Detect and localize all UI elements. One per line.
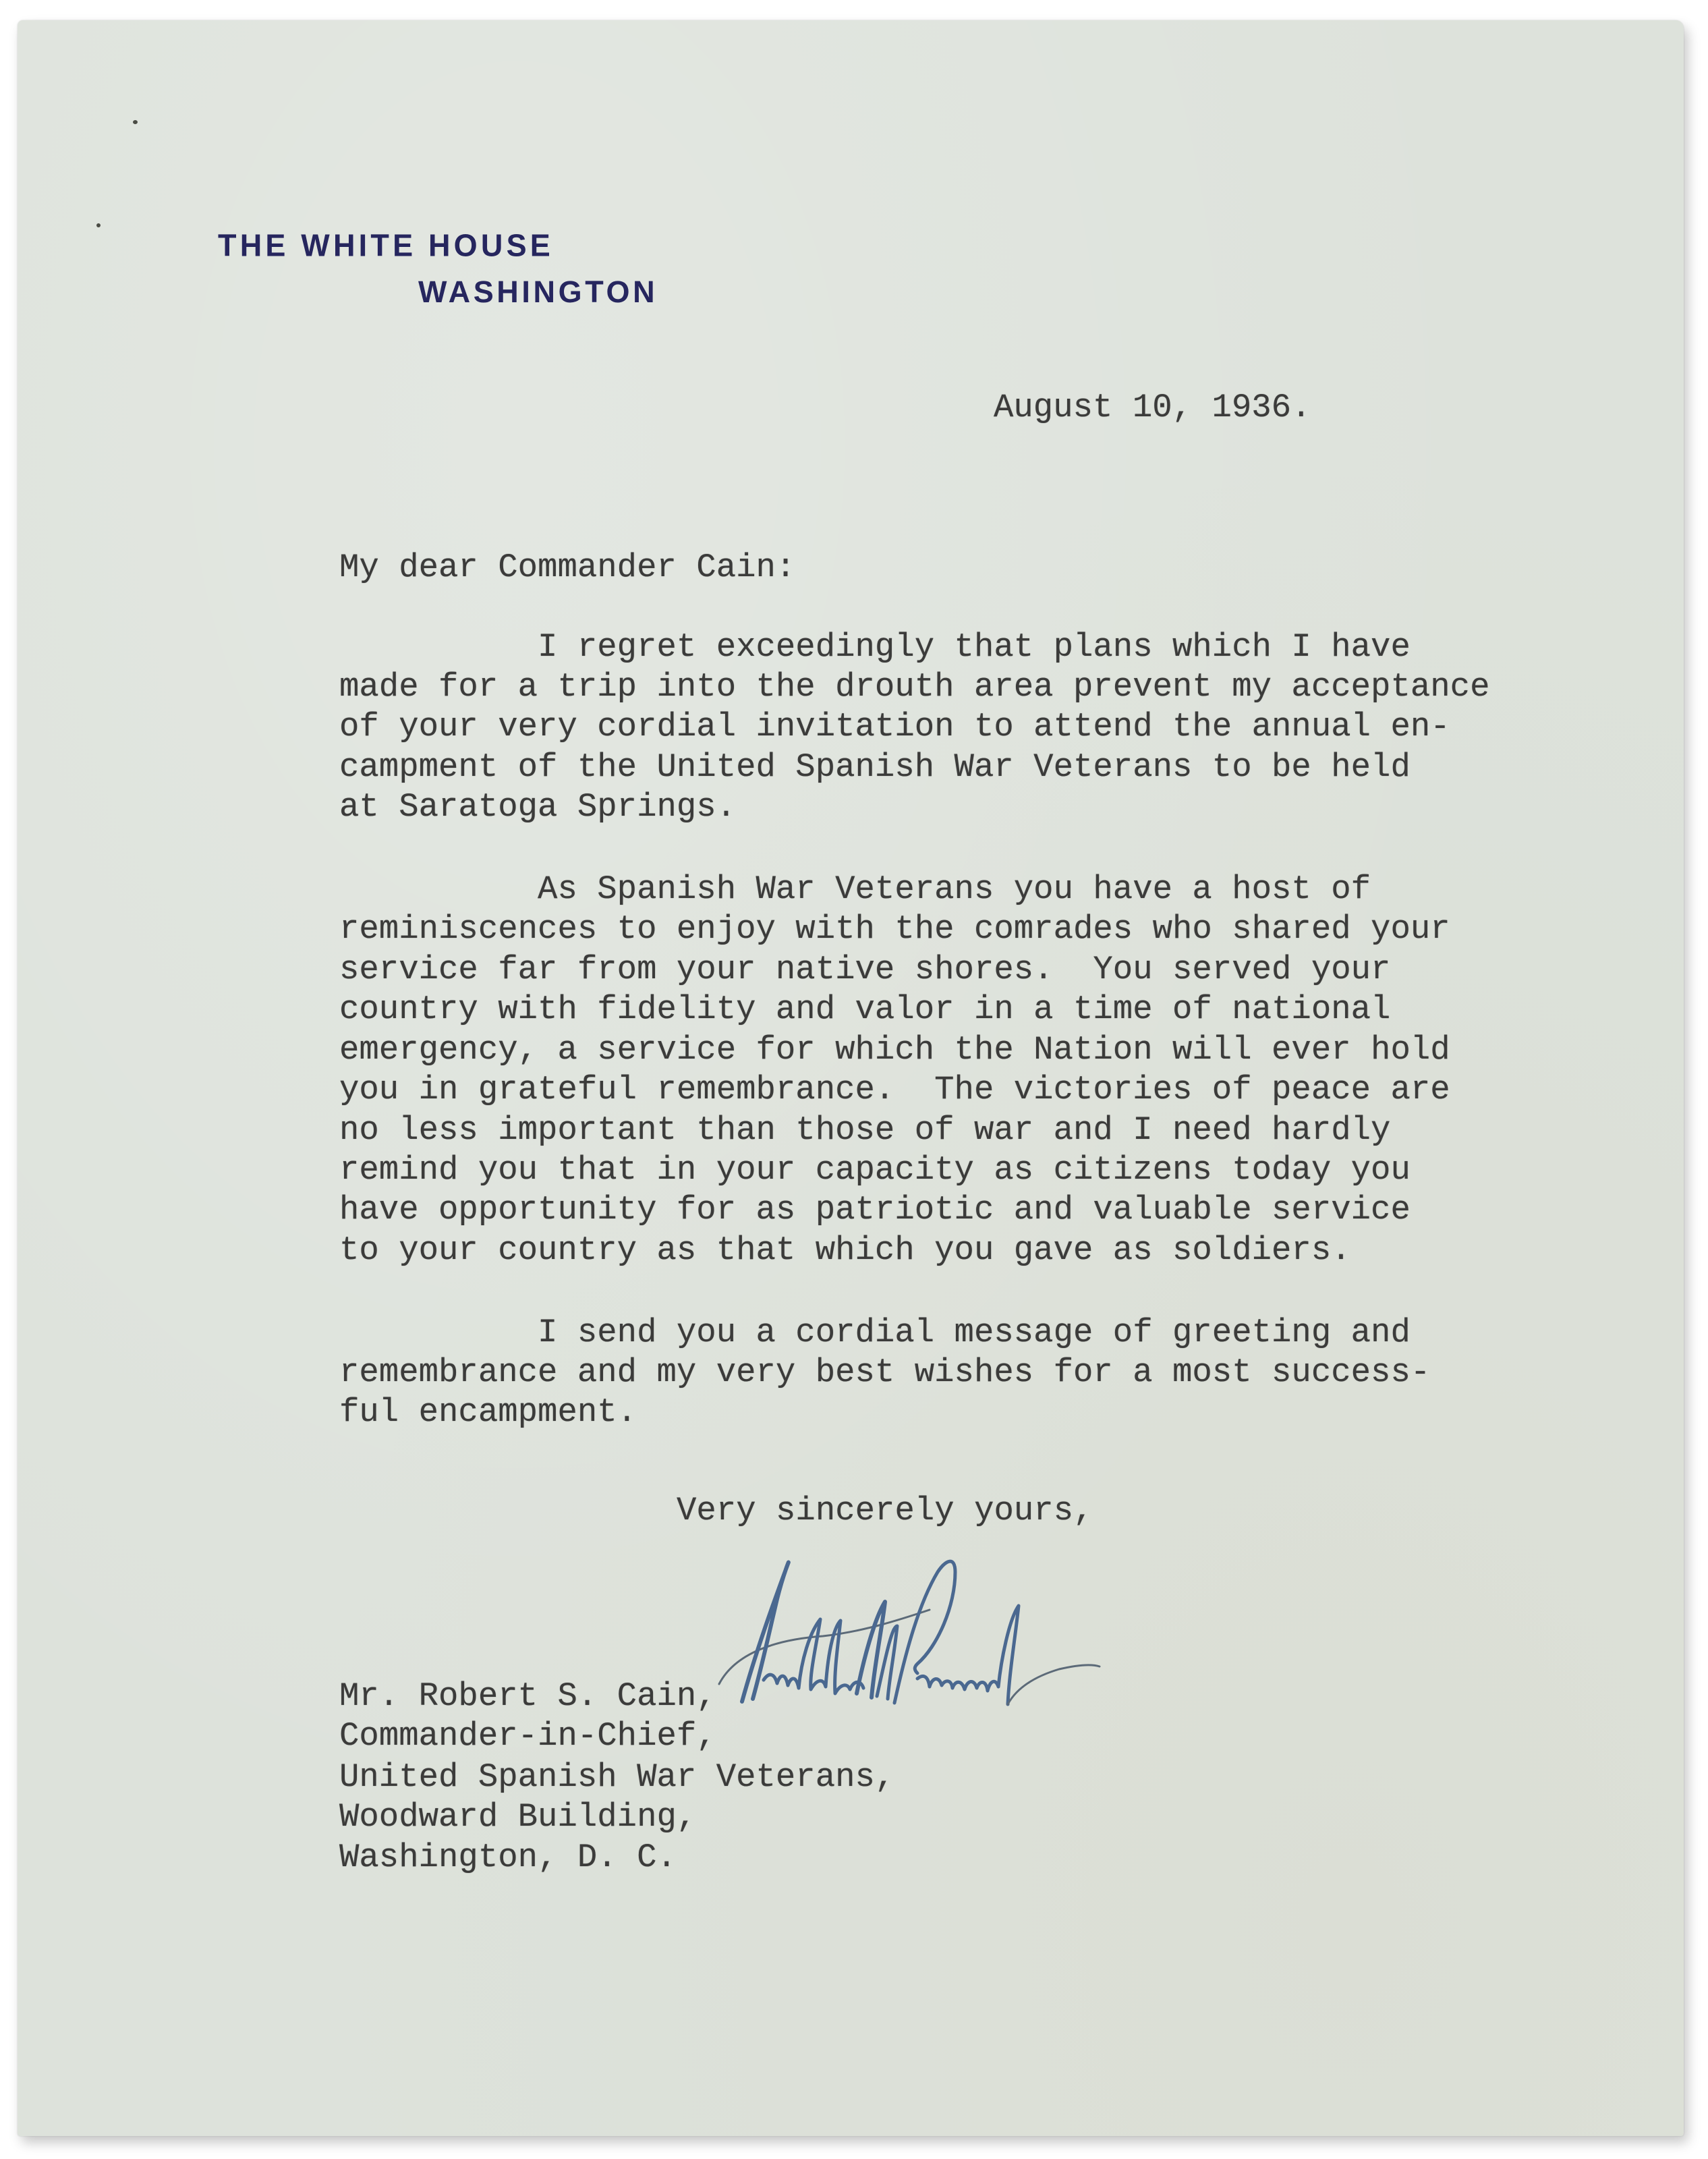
paragraph-line: remind you that in your capacity as citizens today you	[339, 1151, 1411, 1189]
paragraph-line: I regret exceedingly that plans which I have	[339, 628, 1411, 666]
paper-speck	[96, 223, 101, 227]
paper-speck	[133, 120, 138, 124]
letterhead-city: WASHINGTON	[418, 275, 658, 309]
paragraph-line: remembrance and my very best wishes for a most success-	[339, 1353, 1431, 1391]
paragraph-line: to your country as that which you gave as soldiers.	[339, 1231, 1351, 1269]
paragraph-line: service far from your native shores. You served your	[339, 951, 1391, 988]
paragraph-line: have opportunity for as patriotic and valuable service	[339, 1191, 1411, 1229]
signature-fdr	[715, 1545, 1686, 1734]
paragraph-line: reminiscences to enjoy with the comrades who shared your	[339, 910, 1450, 948]
paragraph-line: of your very cordial invitation to attend the annual en-	[339, 708, 1450, 746]
closing: Very sincerely yours,	[677, 1492, 1093, 1530]
recipient-line: Washington, D. C.	[339, 1839, 677, 1876]
paragraph-line: As Spanish War Veterans you have a host of	[339, 870, 1371, 908]
letter-date: August 10, 1936.	[994, 389, 1311, 426]
paragraph-line: you in grateful remembrance. The victories of peace are	[339, 1071, 1450, 1109]
paragraph-line: campment of the United Spanish War Veterans to be held	[339, 748, 1411, 786]
paragraph-line: ful encampment.	[339, 1393, 637, 1431]
paragraph-line: at Saratoga Springs.	[339, 788, 737, 826]
recipient-line: United Spanish War Veterans,	[339, 1758, 895, 1796]
paragraph-line: emergency, a service for which the Nation will ever hold	[339, 1031, 1450, 1069]
letterhead-title: THE WHITE HOUSE	[218, 227, 554, 263]
paragraph-line: country with fidelity and valor in a time of national	[339, 990, 1391, 1028]
recipient-line: Woodward Building,	[339, 1798, 697, 1836]
paragraph-line: made for a trip into the drouth area prevent my acceptance	[339, 668, 1490, 706]
recipient-line: Mr. Robert S. Cain,	[339, 1677, 716, 1715]
paragraph-line: no less important than those of war and I need hardly	[339, 1111, 1391, 1149]
paragraph-line: I send you a cordial message of greeting and	[339, 1314, 1411, 1351]
recipient-line: Commander-in-Chief,	[339, 1717, 716, 1755]
salutation: My dear Commander Cain:	[339, 549, 796, 586]
